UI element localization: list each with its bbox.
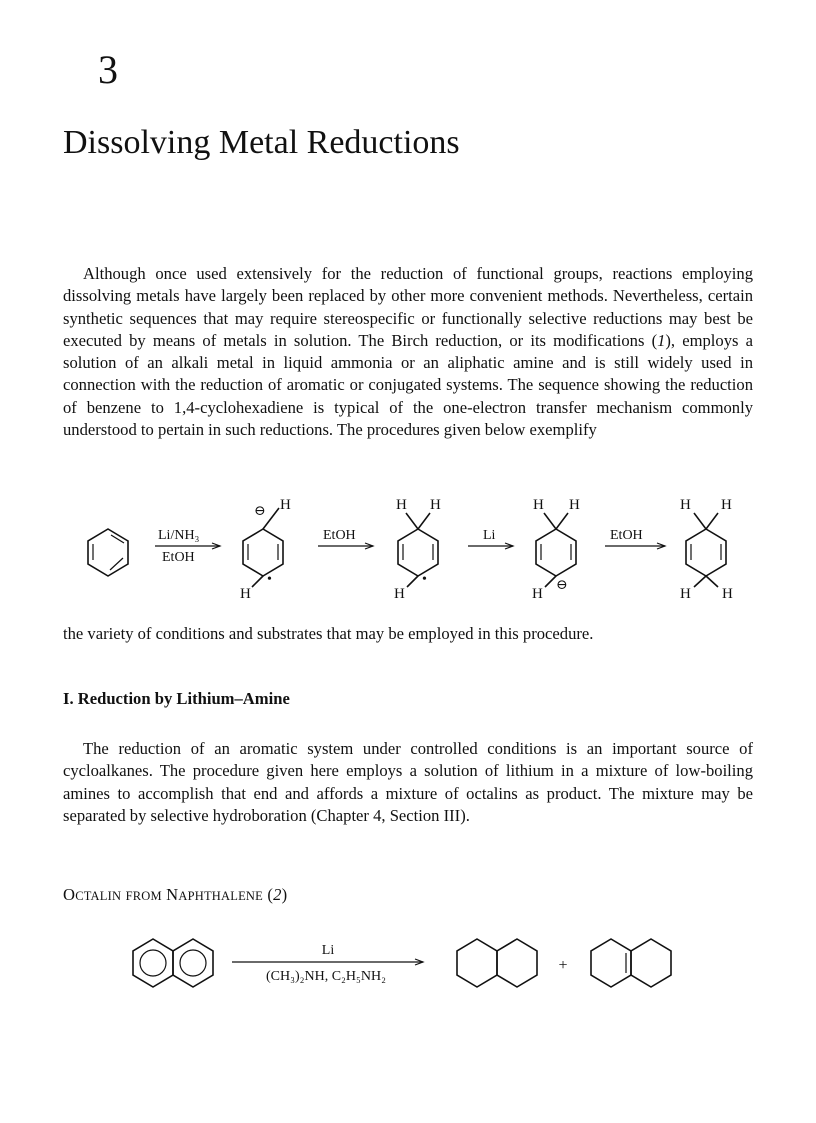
reagent-etoh-1: EtOH — [162, 550, 195, 565]
reagent-li-nh3: Li/NH₃ — [158, 528, 200, 543]
reagent-li-top: Li — [321, 943, 335, 958]
h-label: H — [394, 586, 405, 602]
h-label: H — [680, 497, 691, 513]
procedure-word: CTALIN — [75, 889, 122, 903]
radical-structure — [398, 513, 438, 587]
octalin-scheme — [0, 924, 816, 1004]
plus-sign: + — [558, 957, 568, 974]
section-heading: I. Reduction by Lithium–Amine — [63, 689, 290, 708]
h-label: H — [280, 497, 291, 513]
radical-dot: • — [267, 572, 272, 587]
intro-continuation: the variety of conditions and substrates that may be employed in this procedure. — [63, 624, 594, 643]
h-label: H — [721, 497, 732, 513]
reference-paren: ) — [281, 885, 288, 904]
octalin-1-structure — [457, 939, 537, 987]
anion-charge: ⊖ — [556, 578, 568, 593]
h-label: H — [722, 586, 733, 602]
benzene-structure — [88, 529, 128, 576]
section-paragraph: The reduction of an aromatic system under controlled conditions is an important source of cycloalkanes. The procedure given here employs a solution of lithium in a mixture of low-boiling amines to accomplish that end and affords a mixture of octalins as product. The mixture may be separated by selective hydroboration (Chapter 4, Section III). — [63, 739, 753, 825]
h-label: H — [532, 586, 543, 602]
reagent-etoh-3: EtOH — [610, 528, 643, 543]
procedure-word-initial: N — [166, 885, 179, 904]
chapter-number: 3 — [98, 47, 118, 92]
anion-charge: ⊖ — [254, 504, 266, 519]
h-label: H — [240, 586, 251, 602]
birch-reduction-scheme — [0, 488, 816, 618]
h-label: H — [533, 497, 544, 513]
h-label: H — [396, 497, 407, 513]
reference-paren: ( — [263, 885, 274, 904]
radical-dot: • — [422, 572, 427, 587]
reference-1: 1 — [657, 330, 666, 350]
naphthalene-structure — [133, 939, 213, 987]
reagent-etoh-2: EtOH — [323, 528, 356, 543]
h-label: H — [430, 497, 441, 513]
procedure-word: APHTHALENE — [178, 889, 263, 903]
intro-paragraph — [63, 263, 753, 441]
intro-text-continued: ), employs a solution of an alkali metal in liquid ammonia or an aliphatic amine and is still widely used in connection with the reduction of aromatic or conjugated systems. The sequence showing the reduction of benzene to 1,4-cyclohexadiene is typical of the one-electron transfer mechanism commonly understood to pertain in such reductions. The procedures given below exemplify — [63, 330, 753, 440]
cyclohexadiene-structure — [686, 513, 726, 587]
chapter-title: Dissolving Metal Reductions — [63, 124, 460, 161]
procedure-heading — [63, 885, 287, 905]
anion-structure — [536, 513, 576, 587]
h-label: H — [569, 497, 580, 513]
intro-text: Although once used extensively for the reduction of functional groups, reactions employing dissolving metals have largely been replaced by other more convenient methods. Nevertheless, certain synthetic sequences that may require stereospecific or functionally selective reductions may best be executed by means of metals in solution. The Birch reduction, or its modifications ( — [63, 264, 753, 350]
radical-anion-structure — [243, 508, 283, 587]
h-label: H — [680, 586, 691, 602]
procedure-word: FROM — [125, 889, 162, 903]
reference-2: 2 — [273, 885, 282, 904]
reagent-amines: (CH₃)₂NH, C₂H₅NH₂ — [265, 969, 387, 984]
procedure-word-initial: O — [63, 885, 76, 904]
octalin-2-structure — [591, 939, 671, 987]
reagent-li: Li — [483, 528, 496, 543]
